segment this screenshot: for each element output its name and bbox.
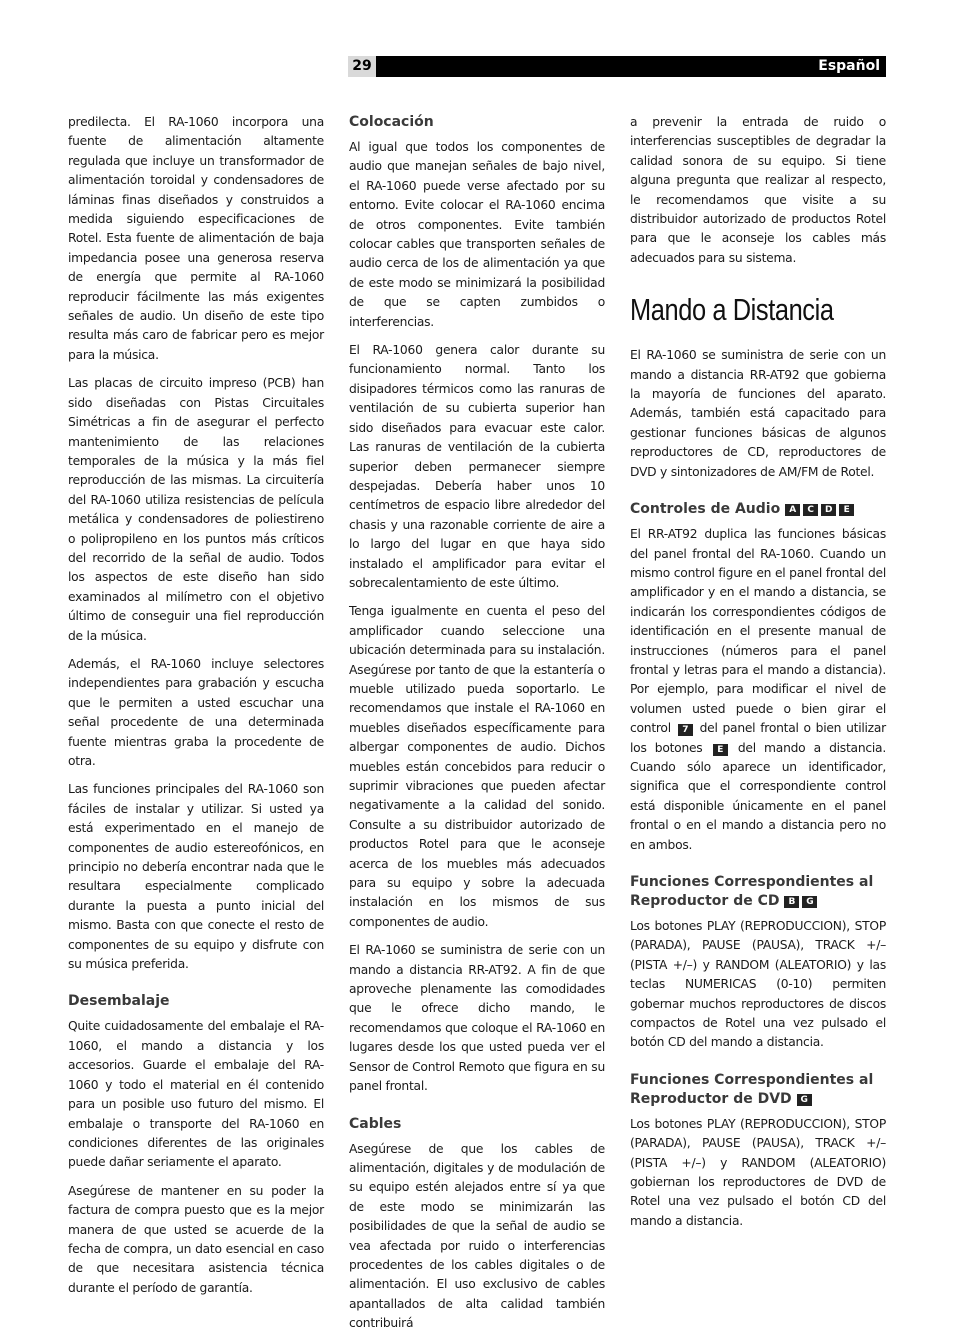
- language-label: Español: [818, 58, 880, 74]
- paragraph: Los botones PLAY (REPRODUCCION), STOP (PARADA), PAUSE (PAUSA), TRACK +/– (PISTA +/–) y RANDOM (ALEATORIO) gobiernan los reproductores de DVD de Rotel una vez pulsado el botón CD del mando a distancia.: [630, 1116, 886, 1228]
- panel-key-label: 7: [678, 724, 693, 736]
- page-title: Mando a Distancia: [630, 292, 834, 328]
- paragraph: Tenga igualmente en cuenta el peso del amplificador cuando seleccione una ubicación determinada para su instalación. Asegúrese por tanto de que la estantería o mueble utilizado pueda soportarlo. Le recomendamos que instale el RA-1060 en muebles diseñados específicamente para albergar componentes de audio. Dichos muebles están concebidos para reducir o suprimir vibraciones que pueden afectar negativamente a la calidad del sonido. Consulte a su distribuidor autorizado de productos Rotel para que le aconseje acerca de los muebles más adecuados para su equipo y sobre la adecuada instalación en los mismos de sus componentes de audio.: [349, 604, 605, 929]
- remote-key-label: G: [797, 1094, 812, 1106]
- paragraph: Las placas de circuito impreso (PCB) han sido diseñadas con Pistas Circuitales Simétricas a fin de asegurar el perfecto mantenimiento de las relaciones temporales de la música y la más fiel reproducción de las mismas. La circuitería del RA-1060 utiliza resistencias de película metálica y condensadores de poliestireno o polipropileno en los puntos más críticos del recorrido de la señal de audio. Todos los aspectos de este diseño han sido examinados al milímetro con el objetivo último de conseguir una fiel reproducción de la música.: [68, 376, 324, 643]
- page-header-bar: [348, 56, 886, 77]
- remote-key-label: G: [802, 896, 817, 908]
- column-1: [68, 113, 324, 1307]
- paragraph: El RA-1060 genera calor durante su funcionamiento normal. Tanto los disipadores térmicos como las ranuras de ventilación de su cubierta superior han sido diseñados para evacuar este calor. Las ranuras de ventilación de la cubierta superior deben permanecer siempre despejadas. Debería haber unos 10 centímetros de espacio libre alrededor del chasis y una razonable corriente de aire a lo largo del lugar en que haya sido instalado el amplificador para evitar el sobrecalentamiento de este último.: [349, 343, 605, 590]
- paragraph: Los botones PLAY (REPRODUCCION), STOP (PARADA), PAUSE (PAUSA), TRACK +/– (PISTA +/–) y RANDOM (ALEATORIO) y las teclas NUMERICAS (0-10) permiten gobernar muchos reproductores de discos compactos de Rotel una vez pulsado el botón CD del mando a distancia.: [630, 919, 886, 1050]
- section-heading-cd: Funciones Correspondientes al Reproductor de CD B G: [630, 874, 874, 909]
- paragraph: Asegúrese de que los cables de alimentación, digitales y de modulación de su equipo estén alejados entre sí ya que de este modo se minimizarán las posibilidades de que la señal de audio se vea afectada por ruido o interferencias procedentes de los cables digitales o de alimentación. El uso exclusivo de cables apantallados de alta calidad también contribuirá: [349, 1141, 605, 1331]
- remote-key-label: E: [839, 504, 854, 516]
- remote-key-label: A: [785, 504, 800, 516]
- paragraph: El RR-AT92 duplica las funciones básicas del panel frontal del RA-1060. Cuando un mismo control figure en el panel frontal del amplificador y en el mando a distancia, se indicarán los correspondientes códigos de identificación en el presente manual de instrucciones (números para el panel frontal y letras para el mando a distancia). Por ejemplo, para modificar el nivel de volumen usted puede o bien girar el control 7 del panel frontal o bien utilizar los botones E del mando a distancia. Cuando sólo aparece un identificador, significa que el correspondiente control está disponible únicamente en el panel frontal o en el mando a distancia pero no en ambos.: [630, 527, 886, 852]
- paragraph: Quite cuidadosamente del embalaje el RA-1060, el mando a distancia y los accesorios. Guarde el embalaje del RA-1060 y todo el material en él contenido para un posible uso futuro del mismo. El embalaje o transporte del RA-1060 en condiciones diferentes de las originales puede dañar seriamente el aparato.: [68, 1019, 324, 1170]
- remote-key-label: C: [803, 504, 818, 516]
- paragraph: Las funciones principales del RA-1060 son fáciles de instalar y utilizar. Si usted ya está experimentado en el manejo de componentes de audio estereofónicos, en principio no debería encontrar nada que le resultara especialmente complicado durante la puesta a punto inicial del mismo. Basta con que conecte el resto de componentes de su equipo y disfrute con su música preferida.: [68, 782, 324, 972]
- column-2: [349, 113, 605, 1343]
- paragraph: a prevenir la entrada de ruido o interferencias susceptibles de degradar la calidad sonora de su equipo. Si tiene alguna pregunta que realizar al respecto, le recomendamos que visite a su distribuidor autorizado de productos Rotel para que le aconseje los cables más adecuados para su sistema.: [630, 115, 886, 265]
- section-heading-desembalaje: Desembalaje: [68, 993, 170, 1010]
- paragraph: Además, el RA-1060 incluye selectores independientes para grabación y escucha que le permiten a usted escuchar una señal procedente de una determinada fuente mientras graba la procedente de otra.: [68, 656, 324, 768]
- section-heading-dvd: Funciones Correspondientes al Reproductor de DVD G: [630, 1071, 874, 1107]
- paragraph: El RA-1060 se suministra de serie con un mando a distancia RR-AT92. A fin de que aproveche plenamente las comodidades que le ofrece dicho mando, le recomendamos que coloque el RA-1060 en lugares desde los que usted pueda ver el Sensor de Control Remoto que figura en su panel frontal.: [349, 943, 605, 1094]
- remote-key-label: B: [784, 896, 799, 908]
- page-number: 29: [348, 56, 376, 77]
- paragraph: Asegúrese de mantener en su poder la factura de compra puesto que es la mejor manera de que usted se acuerde de la fecha de compra, un dato esencial en caso de que necesitara asistencia técnica durante el período de garantía.: [68, 1183, 324, 1295]
- paragraph: El RA-1060 se suministra de serie con un mando a distancia RR-AT92 que gobierna la mayoría de funciones del aparato. Además, también está capacitado para gestionar funciones básicas de algunos reproductores de CD, reproductores de DVD y sintonizadores de AM/FM de Rotel.: [630, 348, 886, 479]
- column-3: [630, 113, 886, 1240]
- paragraph: predilecta. El RA-1060 incorpora una fuente de alimentación altamente regulada que incluye un transformador de alimentación toroidal y condensadores de láminas finas diseñados y construidos a medida siguiendo especificaciones de Rotel. Esta fuente de alimentación de baja impedancia posee una generosa reserva de energía que permite al RA-1060 reproducir fácilmente las más exigentes señales de audio. Un diseño de este tipo resulta más caro de fabricar pero es mejor para la música.: [68, 115, 324, 362]
- remote-key-label: D: [821, 504, 836, 516]
- section-heading-colocacion: Colocación: [349, 114, 434, 130]
- remote-key-label: E: [713, 744, 728, 756]
- paragraph: Al igual que todos los componentes de audio que manejan señales de bajo nivel, el RA-1060 puede verse afectado por su entorno. Evite colocar el RA-1060 encima de otros componentes. Evite también colocar cables que transporten señales de audio cerca de los de alimentación ya que de este modo se minimizará la posibilidad de que se capten zumbidos o interferencias.: [349, 140, 605, 329]
- section-heading-controles: Controles de Audio A C D E: [630, 500, 886, 519]
- section-heading-cables: Cables: [349, 1115, 402, 1132]
